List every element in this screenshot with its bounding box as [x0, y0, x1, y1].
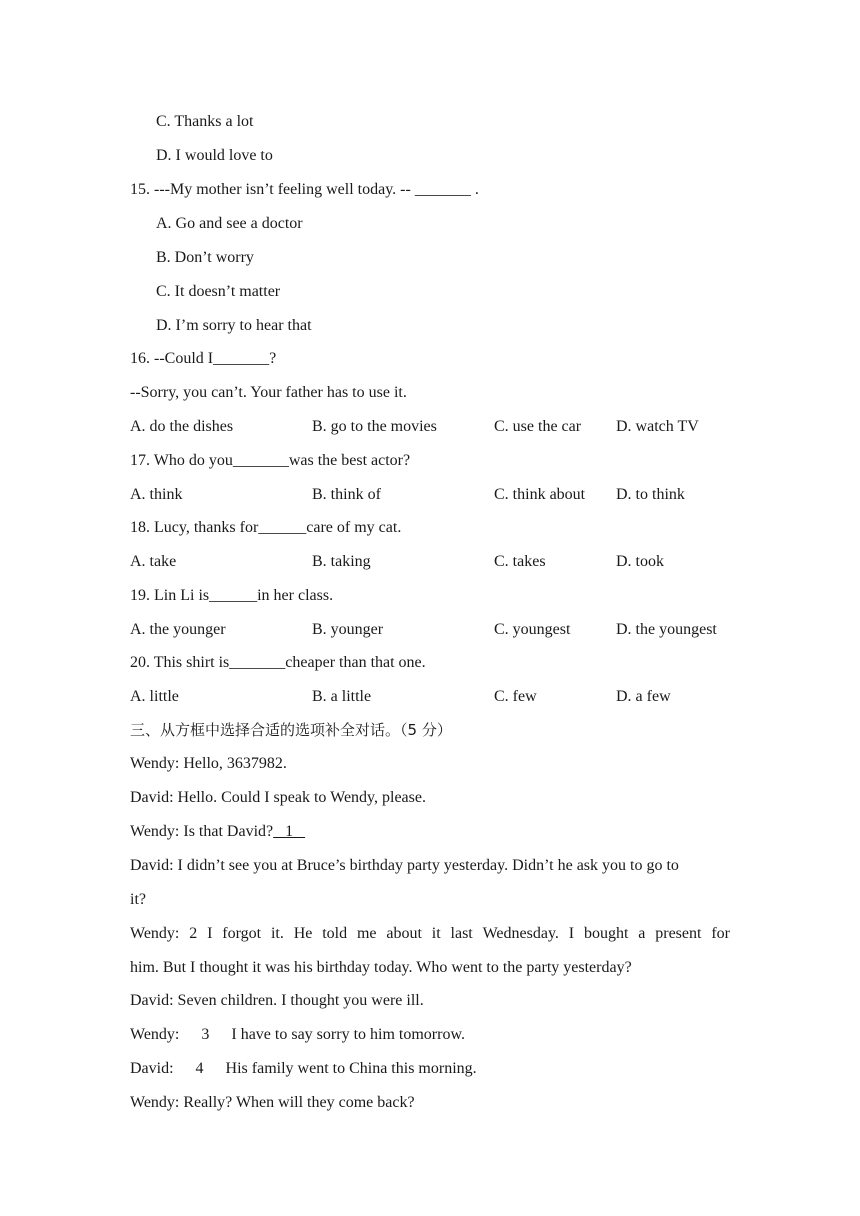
- q16-stem-text: 16. --Could I: [130, 350, 214, 367]
- q17-stem: [130, 451, 410, 471]
- q20-stem: [130, 653, 426, 673]
- blank-2: 2: [189, 925, 198, 942]
- dialogue-line-5-cont: him. But I thought it was his birthday today. Who went to the party yesterday?: [130, 959, 632, 976]
- q17-stem-text: 17. Who do you: [130, 452, 233, 469]
- q17-stem-end: was the best actor?: [288, 452, 411, 469]
- dialogue-line-4-cont: it?: [130, 891, 146, 908]
- q18-stem-text: 18. Lucy, thanks for: [130, 519, 259, 536]
- q18-option-b: B. taking: [312, 553, 371, 570]
- q16-reply: --Sorry, you can’t. Your father has to use it.: [130, 384, 407, 401]
- q20-option-a: A. little: [130, 688, 179, 705]
- dialogue-line-7-text: I have to say sorry to him tomorrow.: [231, 1026, 465, 1043]
- q19-blank: ______: [209, 587, 258, 604]
- dialogue-line-5-word: a: [638, 925, 646, 942]
- dialogue-line-6: David: Seven children. I thought you were ill.: [130, 992, 424, 1009]
- q16-option-d: D. watch TV: [616, 418, 699, 435]
- dialogue-line-5-word: I: [207, 925, 213, 942]
- dialogue-line-5-word: it.: [270, 925, 284, 942]
- blank-4: 4: [195, 1060, 204, 1077]
- blank-3: 3: [201, 1026, 210, 1043]
- q15-stem: 15. ---My mother isn’t feeling well today. -- _______ .: [130, 181, 479, 198]
- q18-stem: [130, 518, 401, 538]
- q15-option-d: D. I’m sorry to hear that: [156, 317, 312, 334]
- q16-stem: [130, 349, 276, 369]
- q15-option-a: A. Go and see a doctor: [156, 215, 303, 232]
- q15-option-c: C. It doesn’t matter: [156, 283, 281, 300]
- dialogue-line-5-word: present: [655, 925, 702, 942]
- dialogue-line-5-word: last: [450, 925, 473, 942]
- q20-blank: _______: [229, 654, 286, 671]
- dialogue-line-8-text: His family went to China this morning.: [225, 1060, 477, 1077]
- dialogue-line-5-word: told: [322, 925, 348, 942]
- q19-option-c: C. youngest: [494, 621, 571, 638]
- blank-1: 1: [273, 823, 306, 840]
- dialogue-line-4: David: I didn’t see you at Bruce’s birthday party yesterday. Didn’t he ask you to go to: [130, 857, 679, 874]
- q18-blank: ______: [258, 519, 307, 536]
- q17-option-d: D. to think: [616, 486, 685, 503]
- q16-blank: _______: [213, 350, 270, 367]
- q18-stem-end: care of my cat.: [306, 519, 402, 536]
- q17-option-b: B. think of: [312, 486, 381, 503]
- dialogue-line-3-text: Wendy: Is that David?: [130, 823, 274, 840]
- dialogue-line-5-word: forgot: [222, 925, 262, 942]
- q18-option-d: D. took: [616, 553, 664, 570]
- q16-option-b: B. go to the movies: [312, 418, 437, 435]
- q17-blank: _______: [232, 452, 289, 469]
- q19-stem-end: in her class.: [257, 587, 334, 604]
- dialogue-line-5-word: Wendy:: [130, 925, 180, 942]
- section-3-title: 三、从方框中选择合适的选项补全对话。（5 分）: [130, 721, 452, 739]
- dialogue-line-9: Wendy: Really? When will they come back?: [130, 1094, 415, 1111]
- dialogue-line-5-word: about: [386, 925, 422, 942]
- q14-option-c: C. Thanks a lot: [156, 113, 254, 130]
- dialogue-line-5-word: He: [293, 925, 313, 942]
- q17-option-a: A. think: [130, 486, 183, 503]
- q20-option-d: D. a few: [616, 688, 671, 705]
- dialogue-line-5: [130, 924, 730, 944]
- dialogue-line-5-word: it: [431, 925, 441, 942]
- q16-option-c: C. use the car: [494, 418, 582, 435]
- q19-stem-text: 19. Lin Li is: [130, 587, 210, 604]
- q17-option-c: C. think about: [494, 486, 586, 503]
- q18-option-c: C. takes: [494, 553, 546, 570]
- dialogue-line-7: [130, 1025, 465, 1045]
- q19-option-d: D. the youngest: [616, 621, 717, 638]
- q15-option-b: B. Don’t worry: [156, 249, 254, 266]
- q16-option-a: A. do the dishes: [130, 418, 234, 435]
- dialogue-line-5-word: me: [356, 925, 377, 942]
- dialogue-line-2: David: Hello. Could I speak to Wendy, please.: [130, 789, 426, 806]
- dialogue-line-3: [130, 822, 305, 842]
- speaker-wendy: Wendy:: [130, 1026, 180, 1043]
- q16-stem-end: ?: [269, 350, 277, 367]
- q20-stem-end: cheaper than that one.: [285, 654, 426, 671]
- dialogue-line-5-word: for: [711, 925, 730, 942]
- q20-stem-text: 20. This shirt is: [130, 654, 230, 671]
- q14-option-d: D. I would love to: [156, 147, 273, 164]
- dialogue-line-5-word: I: [568, 925, 575, 942]
- q19-option-b: B. younger: [312, 621, 384, 638]
- speaker-david: David:: [130, 1060, 174, 1077]
- q18-option-a: A. take: [130, 553, 177, 570]
- dialogue-line-8: [130, 1059, 477, 1079]
- dialogue-line-1: Wendy: Hello, 3637982.: [130, 755, 287, 772]
- dialogue-line-5-word: Wednesday.: [482, 925, 559, 942]
- q19-option-a: A. the younger: [130, 621, 226, 638]
- dialogue-line-5-word: bought: [583, 925, 629, 942]
- q20-option-c: C. few: [494, 688, 537, 705]
- q20-option-b: B. a little: [312, 688, 372, 705]
- q19-stem: [130, 586, 333, 606]
